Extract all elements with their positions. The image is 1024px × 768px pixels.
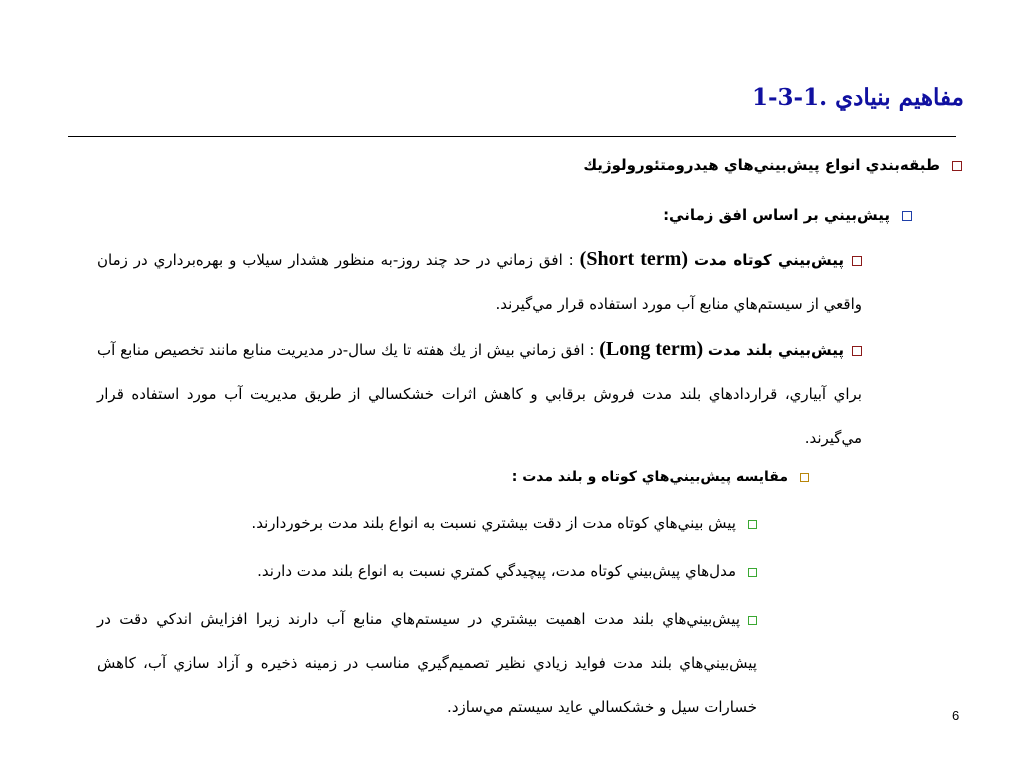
square-bullet-icon	[800, 473, 809, 482]
page-number: 6	[952, 708, 960, 723]
short-term-text: : افق زماني در حد چند روز-به منظور هشدار سيلاب و بهره‌برداري در زمان واقعي از سيستم‌هاي منابع آب مورد استفاده قرار مي‌گيرند.	[97, 251, 862, 313]
short-term-label: پيش‌بيني كوتاه مدت	[693, 251, 844, 269]
square-bullet-icon	[748, 520, 757, 529]
bullet-time-horizon-text: پيش‌بيني بر اساس افق زماني:	[663, 206, 890, 224]
short-term-english: (Short term)	[579, 248, 688, 270]
long-term-label: پيش‌بيني بلند مدت	[707, 341, 844, 359]
square-bullet-icon	[748, 568, 757, 577]
slide-title: 1-3-1. مفاهيم بنيادي	[751, 84, 964, 111]
comparison-item	[97, 597, 757, 729]
square-bullet-icon	[852, 346, 862, 356]
comparison-heading-text: مقايسه پيش‌بيني‌هاي كوتاه و بلند مدت :	[511, 469, 788, 485]
comparison-item-text: پيش بيني‌هاي كوتاه مدت از دقت بيشتري نسبت به انواع بلند مدت برخوردارند.	[251, 514, 736, 532]
title-divider	[68, 136, 956, 137]
bullet-classification-text: طبقه‌بندي انواع پيش‌بيني‌هاي هيدرومتئورولوژيك	[583, 156, 940, 174]
square-bullet-icon	[952, 161, 962, 171]
long-term-english: (Long term)	[599, 338, 704, 360]
comparison-heading	[109, 467, 809, 487]
comparison-item-text: پيش‌بيني‌هاي بلند مدت اهميت بيشتري در سيستم‌هاي منابع آب دارند زيرا افزايش اندكي دقت در پيش‌بيني‌هاي بلند مدت فوايد زيادي نظير تصميم‌گيري مناسب در زمينه ذخيره و آزاد سازي آب، كاهش خسارات سيل و خشكسالي عايد سيستم مي‌سازد.	[97, 610, 757, 716]
bullet-classification	[82, 155, 962, 175]
short-term-paragraph	[97, 237, 862, 326]
square-bullet-icon	[748, 616, 757, 625]
comparison-item	[77, 513, 757, 533]
square-bullet-icon	[852, 256, 862, 266]
comparison-item-text: مدل‌هاي پيش‌بيني كوتاه مدت، پيچيدگي كمتري نسبت به انواع بلند مدت دارند.	[257, 562, 736, 580]
comparison-item	[77, 561, 757, 581]
long-term-paragraph	[97, 327, 862, 460]
square-bullet-icon	[902, 211, 912, 221]
bullet-time-horizon	[82, 205, 912, 225]
long-term-text: : افق زماني بيش از يك هفته تا يك سال-در مديريت منابع مانند تخصيص منابع آب براي آبياري، قراردادهاي بلند مدت فروش برقابي و كاهش اثرات خشكسالي از طريق مديريت آب مورد استفاده قرار مي‌گيرند.	[97, 341, 862, 447]
